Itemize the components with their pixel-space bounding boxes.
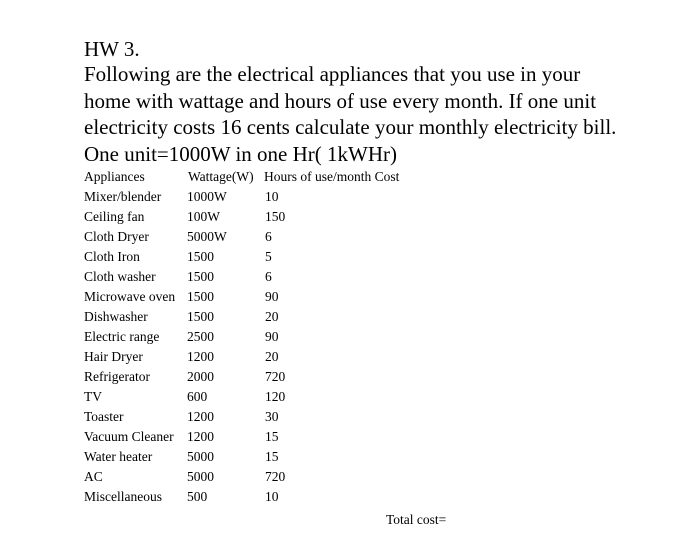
- hours-cell: 10: [265, 189, 279, 204]
- wattage-cell: 1500: [187, 289, 214, 304]
- hours-cell: 90: [265, 329, 279, 344]
- appliance-cell: Vacuum Cleaner: [84, 429, 174, 444]
- problem-statement: [84, 61, 684, 167]
- wattage-cell: 2000: [187, 369, 214, 384]
- appliance-cell: Microwave oven: [84, 289, 176, 304]
- appliance-cell: Ceiling fan: [84, 209, 145, 224]
- assignment-heading: HW 3.: [84, 37, 140, 61]
- appliance-cell: Electric range: [84, 329, 160, 344]
- wattage-cell: 1200: [187, 429, 214, 444]
- hours-cell: 90: [265, 289, 279, 304]
- hours-cell: 6: [265, 229, 272, 244]
- hours-cell: 10: [265, 489, 279, 504]
- header-hours-cost: Hours of use/month Cost: [264, 169, 400, 184]
- appliance-cell: Cloth Iron: [84, 249, 140, 264]
- wattage-cell: 1500: [187, 309, 214, 324]
- appliance-cell: Hair Dryer: [84, 349, 143, 364]
- wattage-cell: 5000: [187, 449, 214, 464]
- wattage-cell: 500: [187, 489, 208, 504]
- problem-line: One unit=1000W in one Hr( 1kWHr): [84, 141, 397, 166]
- wattage-cell: 5000: [187, 469, 214, 484]
- hours-cell: 20: [265, 309, 279, 324]
- hours-cell: 15: [265, 429, 279, 444]
- hours-cell: 15: [265, 449, 279, 464]
- appliance-cell: Water heater: [84, 449, 153, 464]
- appliance-cell: Mixer/blender: [84, 189, 162, 204]
- problem-line: Following are the electrical appliances that you use in your: [84, 62, 581, 86]
- hours-cell: 150: [265, 209, 286, 224]
- header-appliances: Appliances: [84, 169, 145, 184]
- total-cost-label: Total cost=: [386, 512, 447, 527]
- appliance-cell: Miscellaneous: [84, 489, 162, 504]
- appliance-cell: Refrigerator: [84, 369, 150, 384]
- wattage-cell: 1200: [187, 409, 214, 424]
- wattage-cell: 2500: [187, 329, 214, 344]
- wattage-cell: 1500: [187, 269, 214, 284]
- hours-cell: 6: [265, 269, 272, 284]
- hours-cell: 720: [265, 369, 286, 384]
- appliance-cell: Cloth washer: [84, 269, 156, 284]
- hours-cell: 5: [265, 249, 272, 264]
- hours-cell: 120: [265, 389, 286, 404]
- wattage-cell: 1500: [187, 249, 214, 264]
- wattage-cell: 5000W: [187, 229, 227, 244]
- wattage-cell: 1200: [187, 349, 214, 364]
- appliance-cell: Cloth Dryer: [84, 229, 149, 244]
- wattage-cell: 100W: [187, 209, 220, 224]
- appliance-cell: Toaster: [84, 409, 124, 424]
- appliance-cell: TV: [84, 389, 102, 404]
- header-wattage: Wattage(W): [188, 169, 254, 184]
- problem-line: electricity costs 16 cents calculate your monthly electricity bill.: [84, 115, 617, 139]
- wattage-cell: 1000W: [187, 189, 227, 204]
- problem-line: home with wattage and hours of use every month. If one unit: [84, 88, 597, 113]
- hours-cell: 30: [265, 409, 279, 424]
- appliance-cell: AC: [84, 469, 103, 484]
- wattage-cell: 600: [187, 389, 208, 404]
- hours-cell: 720: [265, 469, 286, 484]
- hours-cell: 20: [265, 349, 279, 364]
- appliance-cell: Dishwasher: [84, 309, 148, 324]
